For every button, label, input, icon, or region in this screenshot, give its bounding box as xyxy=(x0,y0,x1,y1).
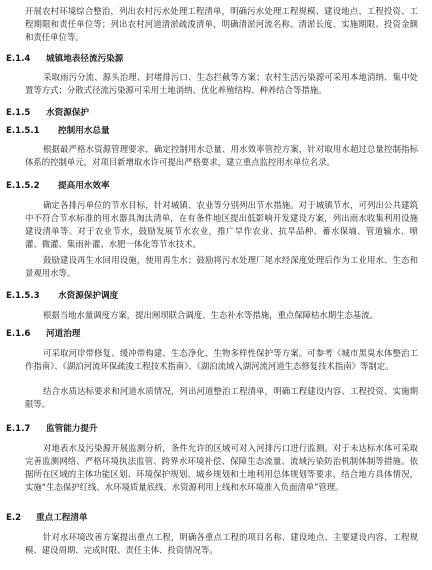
section-e14-body xyxy=(0,71,432,97)
section-e151-body xyxy=(0,143,432,169)
paragraph: 采取雨污分流、源头治理、封堵排污口、生态拦截等方案；农村生活污染源可采用本地消纳、集中处置等方式；分散式径流污染源可采用土地消纳、优化养殖结构、种养结合等措施。 xyxy=(25,72,418,95)
section-title: 水资源保护调度 xyxy=(58,291,119,301)
section-heading xyxy=(0,180,432,192)
section-e152-body-2 xyxy=(0,254,432,280)
section-title: 重点工程清单 xyxy=(36,513,88,523)
section-e16-body-2 xyxy=(0,385,432,411)
section-heading xyxy=(0,328,432,340)
section-e152 xyxy=(0,180,432,192)
paragraph: 确定各排污单位的节水目标，针对城镇、农业等分别列出节水措施。对于城镇节水，可列出公共建筑中不符合节水标准的用水器具淘汰清单，在有条件地区提出低影响开发建设方案，列出雨水收集利用设施建设清单等。对于农业节水，鼓励发展节水农业，推广旱作农业、抗旱品种、蓄水保墒、管道输水、喷灌、微灌、集雨补灌、水肥一体化等节水技术。 xyxy=(25,200,418,249)
section-title: 提高用水效率 xyxy=(58,181,110,191)
section-e153 xyxy=(0,290,432,302)
section-number: E.1.5 xyxy=(6,108,31,118)
section-title: 水资源保护 xyxy=(46,108,89,118)
paragraph: 鼓励建设再生水回用设施，使用再生水；鼓励将污水处理厂尾水经深度处理后作为工业用水、生态和景观用水等。 xyxy=(25,255,418,278)
section-title: 控制用水总量 xyxy=(58,126,110,136)
section-e15 xyxy=(0,107,432,119)
section-title: 监管能力提升 xyxy=(46,424,98,434)
section-number: E.1.4 xyxy=(6,54,31,64)
paragraph: 对地表水及污染源开展监测分析，条件允许的区域可对入河排污口进行监测。对于未达标水体可采取完善监测网络、严格环境执法监管、跨界水环境补偿、保障生态流量、流域污染防治机制体制等措施。依据所在区域的主体功能区划、环境保护规划、城乡规划和土地利用总体规划等要求，结合地方具体情况，实施“生态保护红线、水环境质量底线、水资源利用上线和水环境准入负面清单”管理。 xyxy=(25,443,418,492)
section-heading xyxy=(0,290,432,302)
section-e16-body-1 xyxy=(0,347,432,373)
paragraph: 结合水质达标要求和河道水质情况，列出河道整治工程清单，明确工程建设内容、工程投资、实施期限等。 xyxy=(25,386,418,409)
paragraph: 根据当地水量调度方案，提出闸坝联合调度、生态补水等措施，重点保障枯水期生态基流。 xyxy=(43,310,378,320)
section-number: E.2 xyxy=(6,513,22,523)
section-e152-body-1 xyxy=(0,199,432,251)
section-title: 河道治理 xyxy=(46,329,81,339)
section-e151 xyxy=(0,125,432,137)
section-heading xyxy=(0,107,432,119)
section-e2-body xyxy=(0,531,432,557)
section-title: 城镇地表径流污染源 xyxy=(46,54,124,64)
section-e17 xyxy=(0,423,432,435)
section-e2 xyxy=(0,512,432,524)
section-number: E.1.5.2 xyxy=(6,181,40,191)
section-e14 xyxy=(0,53,432,65)
section-e16 xyxy=(0,328,432,340)
section-heading xyxy=(0,512,432,524)
section-number: E.1.5.3 xyxy=(6,291,40,301)
paragraph: 可采取河岸带修复、缓冲带构建、生态净化、生物多样性保护等方案。可参考《城市黑臭水体整治工作指南》、《湖泊河流环保疏浚工程技术指南》、《湖泊流域入湖河流河道生态修复技术指南》等制定。 xyxy=(25,348,418,371)
section-e153-body xyxy=(0,309,432,322)
section-heading xyxy=(0,125,432,137)
section-heading xyxy=(0,53,432,65)
section-number: E.1.5.1 xyxy=(6,126,40,136)
paragraph: 开展农村环境综合整治，列出农村污水处理工程清单，明确污水处理工程规模、建设地点、工程投资、工程期限和责任单位等；列出农村河道清淤疏浚清单，明确清淤河流名称、清淤长度、实施期限、投资金额和责任单位等。 xyxy=(25,6,418,42)
paragraph: 根据最严格水资源管理要求，确定控制用水总量、用水效率管控方案，针对取用水超过总量控制指标体系的控制单元，对项目新增取水许可提出严格要求，建立重点监控用水单位名录。 xyxy=(25,144,418,167)
intro-block xyxy=(0,5,432,44)
section-number: E.1.6 xyxy=(6,329,31,339)
section-e17-body xyxy=(0,442,432,494)
paragraph: 针对水环境改善方案提出重点工程，明确各重点工程的项目名称、建设地点、主要建设内容、工程规模、建设周期、完成时限、责任主体、投资情况等。 xyxy=(25,532,418,555)
section-heading xyxy=(0,423,432,435)
section-number: E.1.7 xyxy=(6,424,31,434)
